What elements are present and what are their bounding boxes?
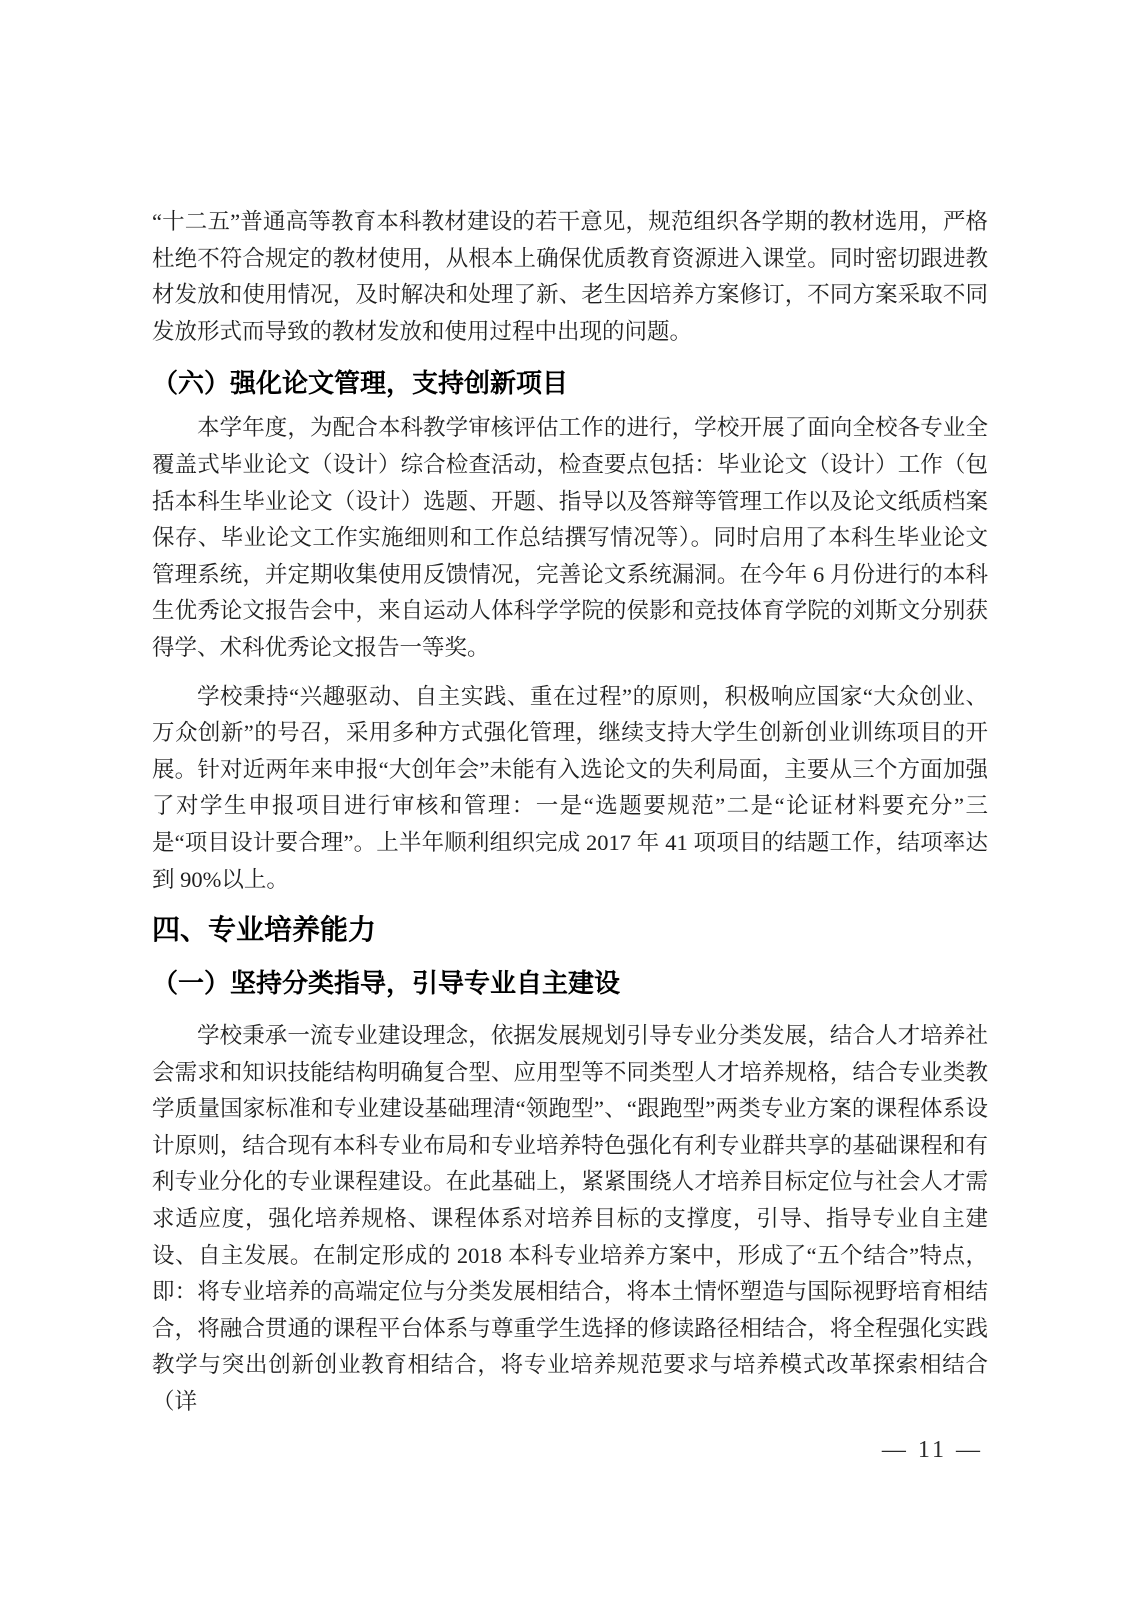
paragraph-innovation-projects: 学校秉持“兴趣驱动、自主实践、重在过程”的原则，积极响应国家“大众创业、万众创新”的号召，采用多种方式强化管理，继续支持大学生创新创业训练项目的开展。针对近两年来申报“大创年会”未能有入选论文的失利局面，主要从三个方面加强了对学生申报项目进行审核和管理：一是“选题要规范”二是“论证材料要充分”三是“项目设计要合理”。上半年顺利组织完成 2017 年 41 项项目的结题工作，结项率达到 90%以上。 — [152, 683, 988, 892]
heading-section-one: （一）坚持分类指导，引导专业自主建设 — [152, 968, 621, 999]
paragraph-textbook-continuation: “十二五”普通高等教育本科教材建设的若干意见，规范组织各学期的教材选用，严格杜绝不符合规定的教材使用，从根本上确保优质教育资源进入课堂。同时密切跟进教材发放和使用情况，及时解决和处理了新、老生因培养方案修订，不同方案采取不同发放形式而导致的教材发放和使用过程中出现的问题。 — [152, 209, 988, 344]
heading-chapter-four: 四、专业培养能力 — [152, 914, 377, 946]
paragraph-thesis-review: 本学年度，为配合本科教学审核评估工作的进行，学校开展了面向全校各专业全覆盖式毕业论文（设计）综合检查活动，检查要点包括：毕业论文（设计）工作（包括本科生毕业论文（设计）选题、开题、指导以及答辩等管理工作以及论文纸质档案保存、毕业论文工作实施细则和工作总结撰写情况等）。同时启用了本科生毕业论文管理系统，并定期收集使用反馈情况，完善论文系统漏洞。在今年 6 月份进行的本科生优秀论文报告会中，来自运动人体科学学院的侯影和竞技体育学院的刘斯文分别获得学、术科优秀论文报告一等奖。 — [152, 415, 988, 660]
paragraph-specialty-development: 学校秉承一流专业建设理念，依据发展规划引导专业分类发展，结合人才培养社会需求和知识技能结构明确复合型、应用型等不同类型人才培养规格，结合专业类教学质量国家标准和专业建设基础理清“领跑型”、“跟跑型”两类专业方案的课程体系设计原则，结合现有本科专业布局和专业培养特色强化有利专业群共享的基础课程和有利专业分化的专业课程建设。在此基础上，紧紧围绕人才培养目标定位与社会人才需求适应度，强化培养规格、课程体系对培养目标的支撑度，引导、指导专业自主建设、自主发展。在制定形成的 2018 本科专业培养方案中，形成了“五个结合”特点，即：将专业培养的高端定位与分类发展相结合，将本土情怀塑造与国际视野培育相结合，将融合贯通的课程平台体系与尊重学生选择的修读路径相结合，将全程强化实践教学与突出创新创业教育相结合，将专业培养规范要求与培养模式改革探索相结合（详 — [152, 1023, 988, 1415]
page-number: — 11 — — [881, 1437, 983, 1463]
heading-section-six: （六）强化论文管理，支持创新项目 — [152, 368, 569, 399]
document-content — [152, 204, 988, 1433]
